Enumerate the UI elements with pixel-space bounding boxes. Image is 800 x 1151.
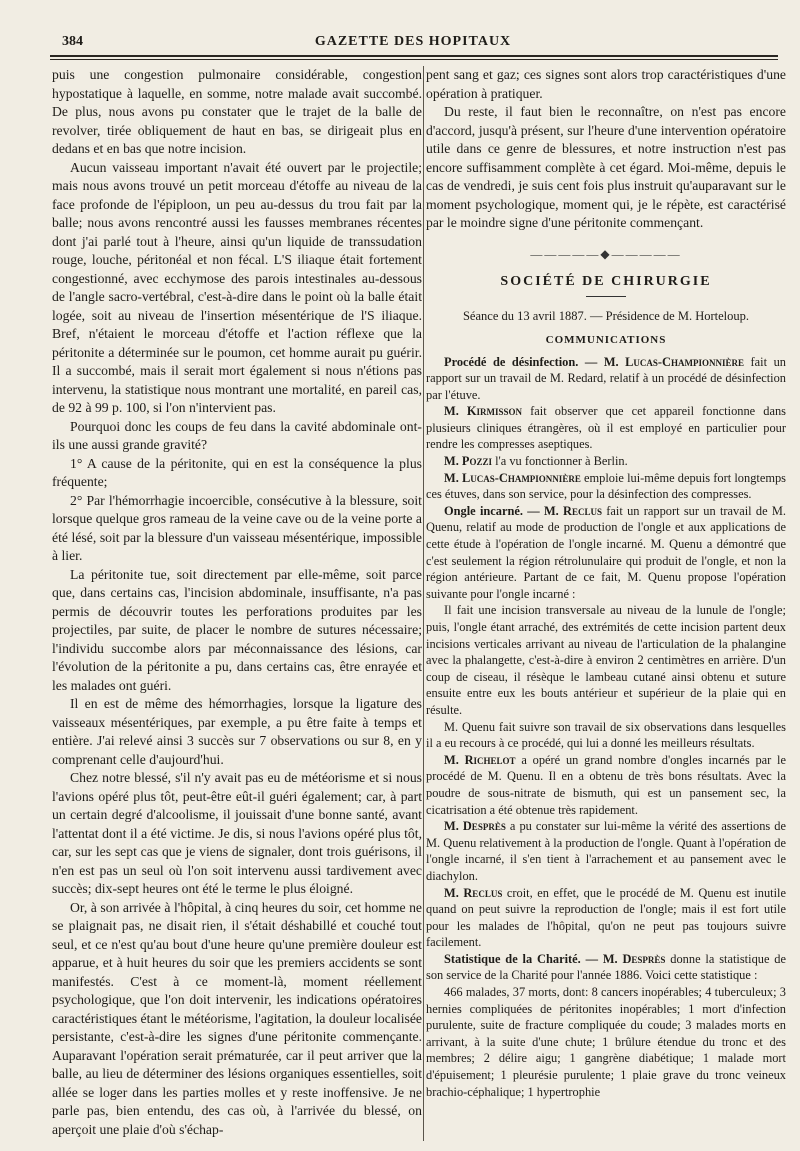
paragraph: Chez notre blessé, s'il n'y avait pas eu de météorisme et si nous l'avions opéré plus tôt, peut-être eût-il guéri également; car, à part un certain degré d'alcoolisme, il jouissait d'une bonne santé, avant l'attentat dont il a été victime. Je dis, si nous l'avions opéré plus tôt, car, sur les sept cas que je viens de signaler, dont trois guérisons, il n'en est pas un seul où l'on soit intervenu aussi tardivement avec succès; dix-sept heures ont été le terme le plus éloigné.	[52, 770, 422, 896]
communication-paragraph	[426, 403, 786, 453]
running-head	[50, 30, 776, 54]
speaker-name: M. Richelot	[444, 752, 516, 767]
communication-paragraph	[426, 885, 786, 951]
paragraph: 1° A cause de la péritonite, qui en est la conséquence la plus fréquente;	[52, 455, 422, 489]
communication-paragraph	[426, 453, 786, 470]
paragraph-text: M. Quenu fait suivre son travail de six observations dans lesquelles il a eu recours à ce procédé, qui lui a donné les meilleurs résultats.	[426, 719, 786, 751]
paragraph: puis une congestion pulmonaire considérable, congestion hypostatique à laquelle, en somme, notre malade avait succombé. De plus, nous avons pu constater que le trajet de la balle de revolver, tirée obliquement de haut en bas, se dirigeait plus en dedans et en bas que notre incision.	[52, 67, 422, 156]
paragraph-text: a opéré un grand nombre d'ongles incarnés par le procédé de M. Quenu. Il en a obtenu de très bons résultats. Avec la poudre de sous-nitrate de bismuth, qui est un pansement sec, la cicatrisation a été obtenue très rapidement.	[426, 752, 786, 817]
title-rule	[586, 296, 626, 297]
communication-paragraph	[426, 818, 786, 884]
paragraph-text: fait observer que cet appareil fonctionne dans plusieurs cliniques étrangères, où il est employé en particulier pour rendre les compresses aseptiques.	[426, 404, 786, 452]
section-ornament: —————◆—————	[530, 246, 682, 261]
speaker-name: M. Pozzi	[444, 454, 492, 469]
section-title: SOCIÉTÉ DE CHIRURGIE	[500, 274, 712, 289]
paragraph: Or, à son arrivée à l'hôpital, à cinq heures du soir, cet homme ne se plaignait pas, ne disait rien, il s'était déshabillé et couché tout seul, et ce n'est qu'au bout d'une heure qu'une première douleur est apparue, et à huit heures du soir que les premiers accidents se sont manifestés. C'est à ce moment-là, moment réellement psychologique, que l'on doit intervenir, les indications opératoires caractéristiques étant le météorisme, l'agitation, la douleur localisée persistante, c'est-à-dire les signes d'une péritonite commençante. Auparavant l'opération serait prématurée, car il peut arriver que la balle, au lieu de déterminer des lésions organiques essentielles, soit allée se loger dans les parties molles et y reste inoffensive. Je ne parle pas, bien entendu, des cas où, à l'arrivée du blessé, on aperçoit une plaie d'où s'échap-	[52, 899, 422, 1137]
communication-paragraph	[426, 951, 786, 984]
journal-title: GAZETTE DES HOPITAUX	[314, 34, 512, 49]
speaker-name: M. Lucas-Championnière	[444, 470, 581, 485]
communications-heading: COMMUNICATIONS	[545, 334, 667, 346]
paragraph: La péritonite tue, soit directement par elle-même, soit parce que, dans certains cas, l'incision abdominale, insuffisante, n'a pas permis de découvrir toutes les perforations produites par les projectiles, par suite, de placer le nombre de sutures nécessaire; l'individu succombe alors par méconnaissance des lésions, car l'évolution de la péritonite a pu, dans certains cas, être enrayée et les malades ont guéri.	[52, 566, 422, 693]
communication-paragraph	[426, 984, 786, 1100]
paragraph-lead: Ongle incarné. —	[444, 503, 544, 518]
speaker-name: M. Desprès	[444, 819, 506, 834]
session-line: Séance du 13 avril 1887. — Présidence de M. Horteloup.	[462, 308, 750, 323]
column-divider	[423, 66, 424, 1141]
speaker-name: M. Lucas-Championnière	[603, 354, 744, 369]
communication-paragraph	[426, 470, 786, 503]
communications-body	[426, 354, 786, 1101]
communication-paragraph	[426, 354, 786, 404]
paragraph: Aucun vaisseau important n'avait été ouvert par le projectile; mais nous avons trouvé un petit morceau d'étoffe au niveau de la face profonde de l'épiploon, un peu au-dessus du trou fait par la balle; nous avons rencontré aussi les fausses membranes récentes dont j'ai parlé tout à l'heure, ainsi qu'un liquide de transsudation rouge, louche, péritonéal et non fécal. L'S iliaque était fortement congestionné, avec ecchymose des parois intestinales au-dessous de l'angle sacro-vertébral, c'est-à-dire dans le point où la balle était logée, soit au niveau de l'insertion mésentérique de l'S iliaque. Bref, n'étaient le morceau d'étoffe et l'action réflexe que la péritonite a déterminée sur le poumon, cet homme aurait pu guérir. Il a succombé, mais il serait mort également si nous n'étions pas intervenu, la statistique nous montrant une mortalité, en pareil cas, de 92 à 99 p. 100, si l'on n'intervient pas.	[52, 159, 422, 415]
paragraph-text: Il fait une incision transversale au niveau de la lunule de l'ongle; puis, l'ongle étant arraché, des extrémités de cette incision partent deux incisions verticales arrivant au niveau de l'articulation de la phalangine avec la phalangette, c'est-à-dire à environ 2 centimètres en arrière. D'un coup de ciseau, il résèque le lambeau cutané ainsi obtenu et suture ensuite entre eux les bouts antérieur et supérieur de la plaie qui en résulte.	[426, 603, 786, 717]
page-number: 384	[62, 34, 83, 49]
paragraph-text: a pu constater sur lui-même la vérité des assertions de M. Quenu relativement à la production de l'ongle. Quant à l'opération de l'ongle incarné, il s'en tient à l'arrachement et au pansement avec le diachylon.	[426, 819, 786, 883]
paragraph-text: fait un rapport sur un travail de M. Redard, relatif à un procédé de désinfection par l'étuve.	[426, 354, 786, 402]
communication-paragraph	[426, 719, 786, 752]
paragraph-lead: Statistique de la Charité. —	[444, 951, 603, 966]
paragraph-text: donne la statistique de son service de la Charité pour l'année 1886. Voici cette statistique :	[426, 951, 786, 983]
speaker-name: M. Desprès	[602, 951, 666, 966]
header-rule	[50, 55, 778, 57]
paragraph-text: l'a vu fonctionner à Berlin.	[491, 454, 628, 469]
paragraph: Pourquoi donc les coups de feu dans la cavité abdominale ont-ils une aussi grande gravité?	[52, 418, 422, 452]
communication-paragraph	[426, 602, 786, 718]
paragraph-text: fait un rapport sur un travail de M. Quenu, relatif au mode de production de l'ongle et aux applications de cette étude à l'opération de l'ongle incarné. M. Quenu a démontré que c'est seulement la région rétrolunulaire qui produit de l'ongle, et non la région antérieure. Partant de ce fait, M. Quenu propose l'opération suivante pour l'ongle incarné :	[426, 503, 786, 601]
left-column	[52, 66, 422, 1146]
speaker-name: M. Reclus	[444, 885, 503, 900]
paragraph-lead: Procédé de désinfection. —	[444, 354, 604, 369]
speaker-name: M. Kirmisson	[444, 404, 523, 419]
paragraph: pent sang et gaz; ces signes sont alors trop caractéristiques d'une opération à pratiquer.	[426, 67, 786, 101]
speaker-name: M. Reclus	[543, 503, 602, 518]
paragraph-text: 466 malades, 37 morts, dont: 8 cancers inopérables; 4 tuberculeux; 3 hernies compliquées de péritonites inopérables; 1 mort d'infection purulente, suite de fracture compliquée du coude; 3 malades morts en arrivant, à la suite d'une chute; 1 brûlure étendue du tronc et des membres; 2 délire aigu; 1 gangrène diabétique; 1 malade mort d'épuisement; 1 pleurésie purulente; 1 plaie grave du tronc veineux brachio-céphalique; 1 hypertrophie	[426, 985, 786, 1099]
communication-paragraph	[426, 752, 786, 818]
right-column	[426, 66, 786, 1146]
paragraph: Du reste, il faut bien le reconnaître, on n'est pas encore d'accord, jusqu'à présent, sur l'heure d'une intervention opératoire utile dans ce genre de blessures, et notre instruction n'est pas encore suffisamment complète à cet égard. Moi-même, depuis le cas de vendredi, je suis cent fois plus instruit qu'auparavant sur le moment psychologique, moment qui, je le répète, est caractérisé par le moindre signe d'une péritonite commençant.	[426, 104, 786, 230]
paragraph-text: emploie lui-même depuis fort longtemps ces étuves, dans son service, pour la désinfection des compresses.	[426, 470, 786, 502]
paragraph: 2° Par l'hémorrhagie incoercible, consécutive à la blessure, soit lorsque quelque gros rameau de la veine cave ou de la veine porte a été lésé, soit par la blessure d'un vaisseau mésentérique, impossible à lier.	[52, 492, 422, 563]
header-rule-thin	[50, 59, 778, 60]
paragraph: Il en est de même des hémorrhagies, lorsque la ligature des vaisseaux mésentériques, par exemple, a pu être faite à temps et entière. J'ai relevé ainsi 3 succès sur 7 observations ou sur 8, en y comprenant celle d'aujourd'hui.	[52, 696, 422, 767]
paragraph-text: croit, en effet, que le procédé de M. Quenu est inutile quand on peut suivre la reproduction de l'ongle; mais il est fort utile pour les malades de l'hôpital, qu'on ne peut pas toujours suivre facilement.	[426, 885, 786, 950]
communication-paragraph	[426, 503, 786, 603]
